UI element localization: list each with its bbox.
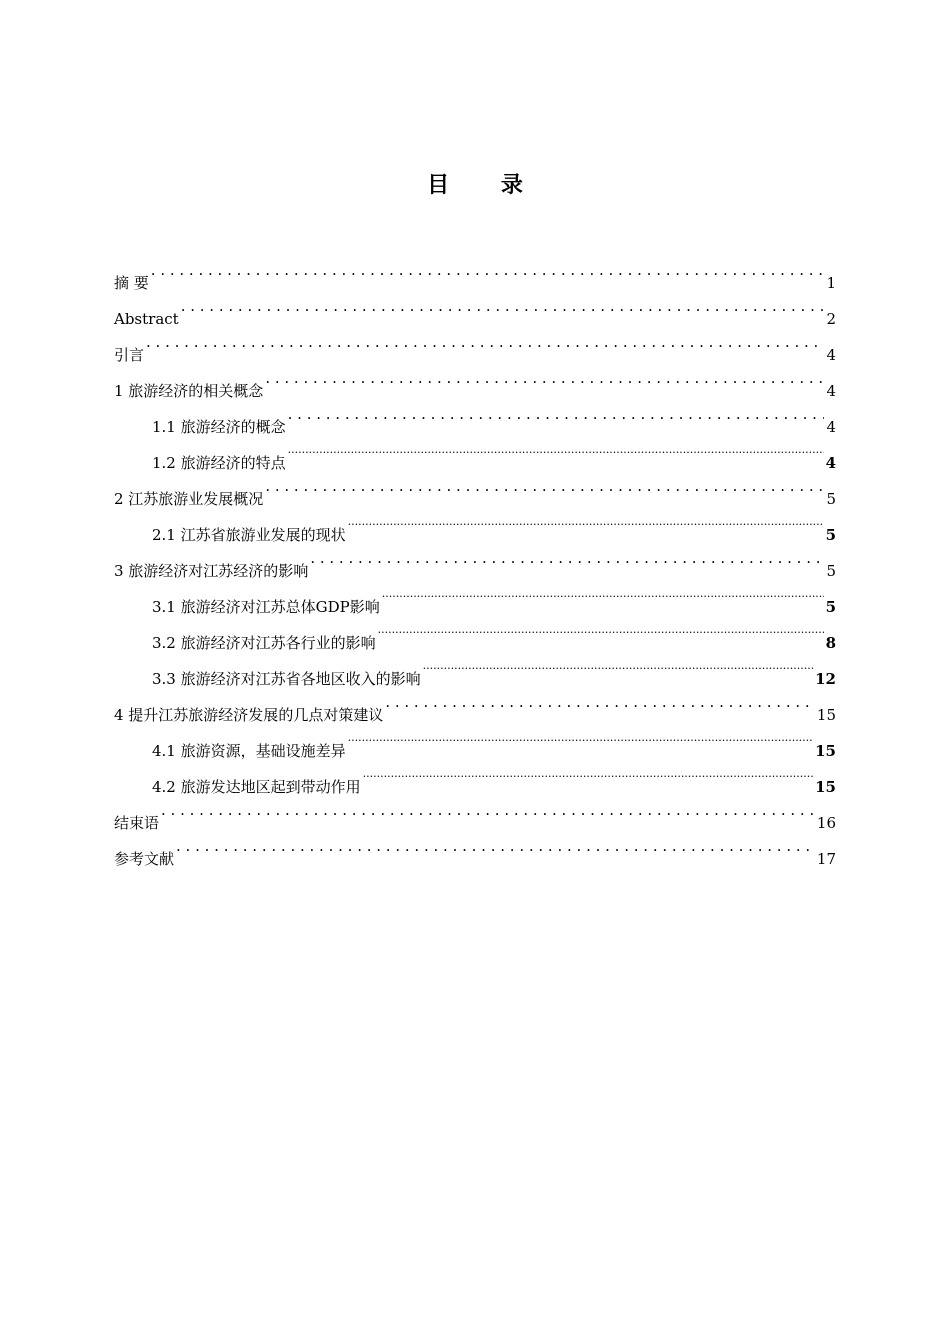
toc-entry-page-number: 8	[825, 634, 836, 652]
toc-leader-dots	[146, 324, 824, 360]
toc-entry-page-number: 1	[826, 274, 836, 292]
toc-leader-dots	[382, 576, 824, 612]
toc-entry-label: 1.2 旅游经济的特点	[152, 454, 286, 472]
toc-entry[interactable]	[114, 288, 836, 328]
toc-entry-page-number: 4	[825, 454, 836, 472]
toc-leader-dots	[288, 432, 824, 468]
toc-entry-label: 1.1 旅游经济的概念	[152, 418, 286, 436]
toc-entry-page-number: 5	[826, 490, 836, 508]
toc-entry[interactable]	[114, 792, 836, 832]
toc-entry-page-number: 4	[826, 418, 836, 436]
toc-entry-page-number: 17	[816, 850, 836, 868]
toc-leader-dots	[181, 288, 825, 324]
toc-entry-page-number: 2	[826, 310, 836, 328]
toc-leader-dots	[378, 612, 824, 648]
toc-entry-page-number: 16	[816, 814, 836, 832]
toc-entry-label: 4 提升江苏旅游经济发展的几点对策建议	[114, 706, 384, 724]
toc-entry-label: 1 旅游经济的相关概念	[114, 382, 264, 400]
toc-entry-label: 2 江苏旅游业发展概况	[114, 490, 264, 508]
toc-entry-label: 3.1 旅游经济对江苏总体GDP影响	[152, 598, 380, 616]
toc-leader-dots	[176, 828, 815, 864]
toc-entry-page-number: 15	[815, 742, 836, 760]
toc-entry-label: 参考文献	[114, 850, 175, 868]
toc-entry-page-number: 5	[825, 598, 836, 616]
toc-leader-dots	[348, 720, 814, 756]
toc-entry-page-number: 5	[825, 526, 836, 544]
toc-entry-page-number: 4	[826, 346, 836, 364]
toc-leader-dots	[265, 468, 824, 504]
toc-entry-page-number: 15	[816, 706, 836, 724]
toc-leader-dots	[161, 792, 815, 828]
toc-leader-dots	[151, 252, 825, 288]
toc-entry-page-number: 15	[815, 778, 836, 796]
toc-entry-label: 结束语	[114, 814, 160, 832]
toc-title: 目 录	[427, 172, 545, 198]
toc-entry[interactable]	[114, 360, 836, 400]
toc-leader-dots	[363, 756, 814, 792]
toc-entry[interactable]	[114, 828, 836, 868]
toc-entry-label: 引言	[114, 346, 145, 364]
toc-leader-dots	[265, 360, 824, 396]
toc-list	[114, 252, 836, 868]
toc-entry-label: 3.2 旅游经济对江苏各行业的影响	[152, 634, 376, 652]
toc-entry-label: 2.1 江苏省旅游业发展的现状	[152, 526, 346, 544]
toc-entry-label: 4.1 旅游资源，基础设施差异	[152, 742, 346, 760]
toc-leader-dots	[423, 648, 814, 684]
toc-entry-page-number: 12	[815, 670, 836, 688]
toc-entry-label: Abstract	[114, 310, 179, 328]
toc-entry[interactable]	[114, 252, 836, 292]
toc-entry-page-number: 5	[826, 562, 836, 580]
toc-leader-dots	[310, 540, 824, 576]
toc-entry[interactable]	[114, 324, 836, 364]
toc-entry-label: 4.2 旅游发达地区起到带动作用	[152, 778, 361, 796]
toc-entry-label: 3.3 旅游经济对江苏省各地区收入的影响	[152, 670, 421, 688]
toc-entry-page-number: 4	[826, 382, 836, 400]
toc-entry-label: 摘 要	[114, 274, 149, 292]
toc-leader-dots	[288, 396, 825, 432]
toc-leader-dots	[348, 504, 824, 540]
toc-leader-dots	[385, 684, 815, 720]
toc-entry-label: 3 旅游经济对江苏经济的影响	[114, 562, 309, 580]
